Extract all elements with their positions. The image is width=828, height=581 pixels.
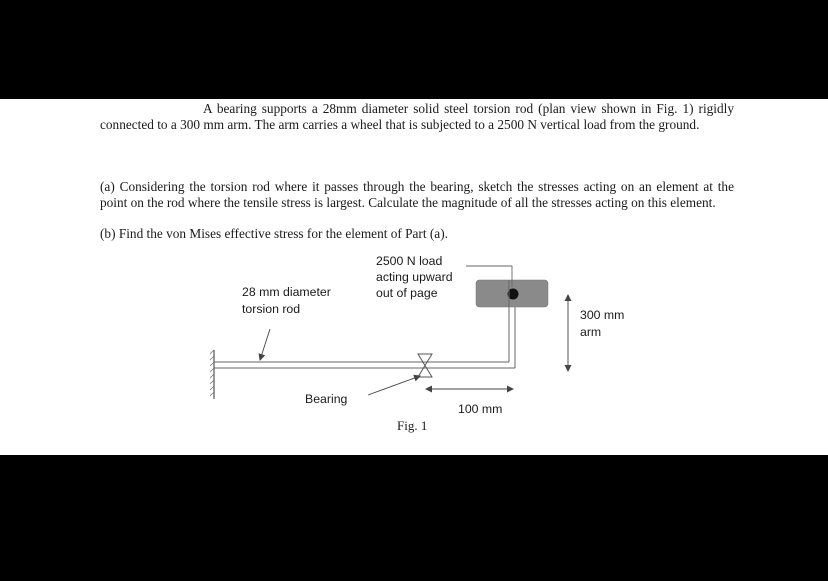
problem-page — [0, 99, 828, 455]
bearing-label: Bearing — [305, 392, 348, 406]
problem-part-b: (b) Find the von Mises effective stress for the element of Part (a). — [100, 226, 448, 241]
torsion-rod — [214, 362, 515, 368]
bearing-symbol — [418, 354, 432, 377]
figure-1 — [0, 99, 828, 455]
length-label: 100 mm — [458, 402, 503, 416]
rod-label: 28 mm diameter torsion rod — [242, 285, 331, 316]
problem-intro-text: A bearing supports a 28mm diameter solid steel torsion rod (plan view shown in Fig. 1) rigidly connected to a 300 mm arm. The arm carries a wheel that is subjected to a 2500 N vertical load from the ground. — [100, 101, 734, 133]
rod-pointer — [260, 329, 270, 360]
bearing-pointer — [368, 376, 420, 395]
arm — [509, 307, 515, 368]
load-label: 2500 N load acting upward out of page — [376, 254, 453, 300]
problem-part-a: (a) Considering the torsion rod where it passes through the bearing, sketch the stresses acting on an element at the point on the rod where the tensile stress is largest. Calculate the magnitude of all the stresses acting on this element. — [100, 179, 734, 211]
arm-label: 300 mm arm — [580, 308, 625, 339]
fixed-wall — [210, 350, 214, 399]
figure-caption: Fig. 1 — [397, 418, 428, 433]
